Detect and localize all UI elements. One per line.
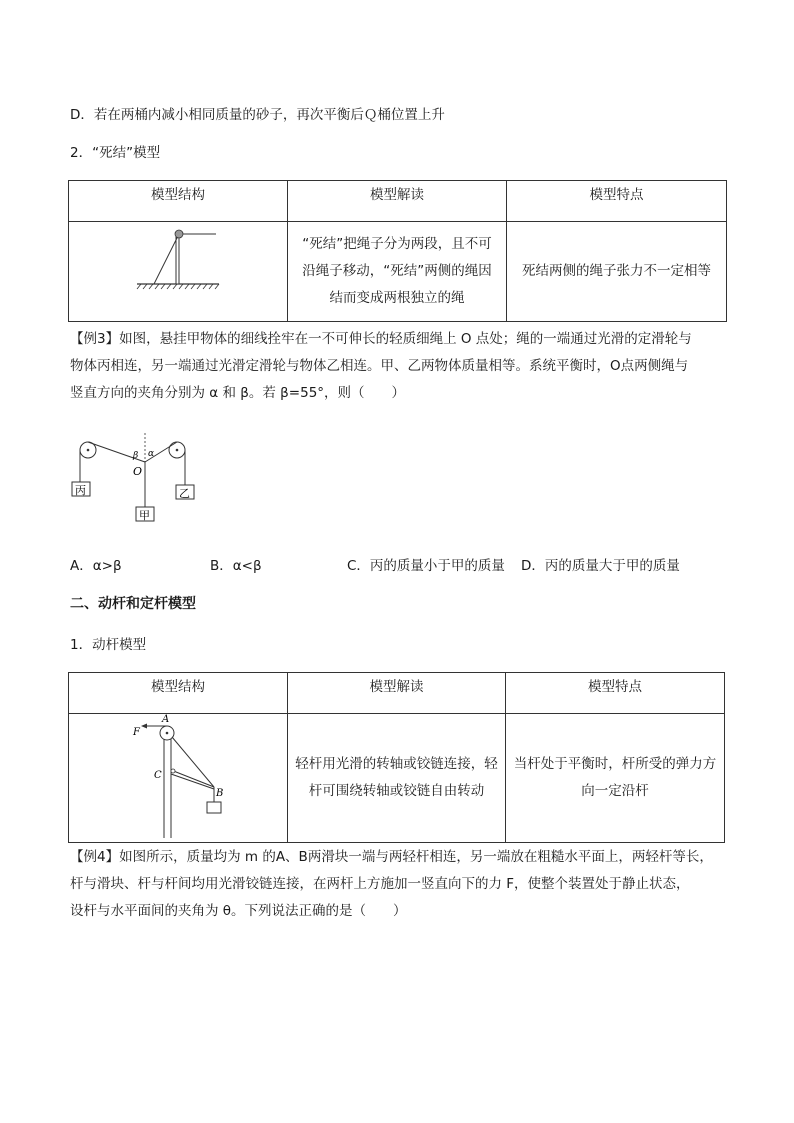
option-a: A．α>β bbox=[70, 558, 122, 574]
header-feature: 模型特点 bbox=[506, 673, 725, 714]
table-header-row bbox=[69, 673, 725, 714]
example-3-line: 物体丙相连，另一端通过光滑定滑轮与物体乙相连。甲、乙两物体质量相等。系统平衡时，O点两侧绳与 bbox=[70, 358, 689, 374]
example-4-line: 杆与滑块、杆与杆间均用光滑铰链连接，在两杆上方施加一竖直向下的力 F，使整个装置处于静止状态， bbox=[70, 876, 690, 892]
example-3-text bbox=[70, 326, 726, 407]
interpretation-line: 轻杆用光滑的转轴或铰链连接，轻 bbox=[295, 756, 498, 772]
previous-option-d: D．若在两桶内减小相同质量的砂子，再次平衡后Ｑ桶位置上升 bbox=[70, 107, 445, 123]
moving-rod-figure-cell bbox=[69, 714, 288, 843]
label-f: F bbox=[133, 727, 140, 738]
box-yi-label: 乙 bbox=[179, 487, 190, 500]
interpretation-line: 沿绳子移动，“死结”两侧的绳因 bbox=[302, 263, 492, 279]
header-interpretation: 模型解读 bbox=[288, 181, 507, 222]
subsection-moving-rod: 1．动杆模型 bbox=[70, 637, 147, 653]
header-feature: 模型特点 bbox=[507, 181, 727, 222]
moving-rod-interpretation bbox=[288, 714, 506, 843]
section-dead-knot-title: 2．“死结”模型 bbox=[70, 145, 161, 161]
dead-knot-diagram bbox=[69, 222, 288, 317]
option-c: C．丙的质量小于甲的质量 bbox=[347, 558, 505, 574]
dead-knot-feature bbox=[507, 222, 727, 322]
moving-rod-diagram bbox=[69, 714, 288, 838]
interpretation-line: “死结”把绳子分为两段，且不可 bbox=[302, 236, 492, 252]
option-d: D．丙的质量大于甲的质量 bbox=[521, 558, 680, 574]
angle-beta-label: β bbox=[133, 451, 139, 461]
moving-rod-feature bbox=[506, 714, 725, 843]
section-heading-rods: 二、动杆和定杆模型 bbox=[70, 596, 196, 612]
table-header-row bbox=[69, 181, 727, 222]
interpretation-line: 结而变成两根独立的绳 bbox=[329, 290, 465, 306]
label-c: C bbox=[154, 770, 162, 781]
label-a: A bbox=[162, 714, 170, 725]
box-jia-label: 甲 bbox=[139, 509, 150, 522]
box-bing-label: 丙 bbox=[75, 484, 86, 497]
header-structure: 模型结构 bbox=[69, 181, 288, 222]
moving-rod-model-table bbox=[68, 672, 725, 843]
example-3-line: 【例3】如图，悬挂甲物体的细线拴牢在一不可伸长的轻质细绳上 O 点处；绳的一端通过光滑的定滑轮与 bbox=[70, 331, 692, 347]
example-3-line: 竖直方向的夹角分别为 α 和 β。若 β=55°，则（ ） bbox=[70, 385, 406, 401]
feature-line: 向一定沿杆 bbox=[581, 783, 649, 799]
point-o-label: O bbox=[133, 465, 143, 478]
header-interpretation: 模型解读 bbox=[288, 673, 506, 714]
feature-line: 当杆处于平衡时，杆所受的弹力方 bbox=[513, 756, 717, 772]
dead-knot-figure-cell bbox=[69, 222, 288, 322]
dead-knot-interpretation bbox=[288, 222, 507, 322]
label-b: B bbox=[216, 788, 224, 799]
angle-alpha-label: α bbox=[148, 449, 155, 459]
table-row bbox=[69, 714, 725, 843]
option-b: B．α<β bbox=[210, 558, 262, 574]
dead-knot-model-table bbox=[68, 180, 727, 322]
example-4-line: 【例4】如图所示，质量均为 m 的A、B两滑块一端与两轻杆相连，另一端放在粗糙水平面上，两轻杆等长， bbox=[70, 849, 713, 865]
example-4-text bbox=[70, 844, 726, 925]
table-row bbox=[69, 222, 727, 322]
feature-text: 死结两侧的绳子张力不一定相等 bbox=[522, 263, 711, 279]
pulley-system-diagram bbox=[70, 425, 210, 530]
interpretation-line: 杆可围绕转轴或铰链自由转动 bbox=[308, 783, 485, 799]
example-4-line: 设杆与水平面间的夹角为 θ。下列说法正确的是（ ） bbox=[70, 903, 407, 919]
header-structure: 模型结构 bbox=[69, 673, 288, 714]
